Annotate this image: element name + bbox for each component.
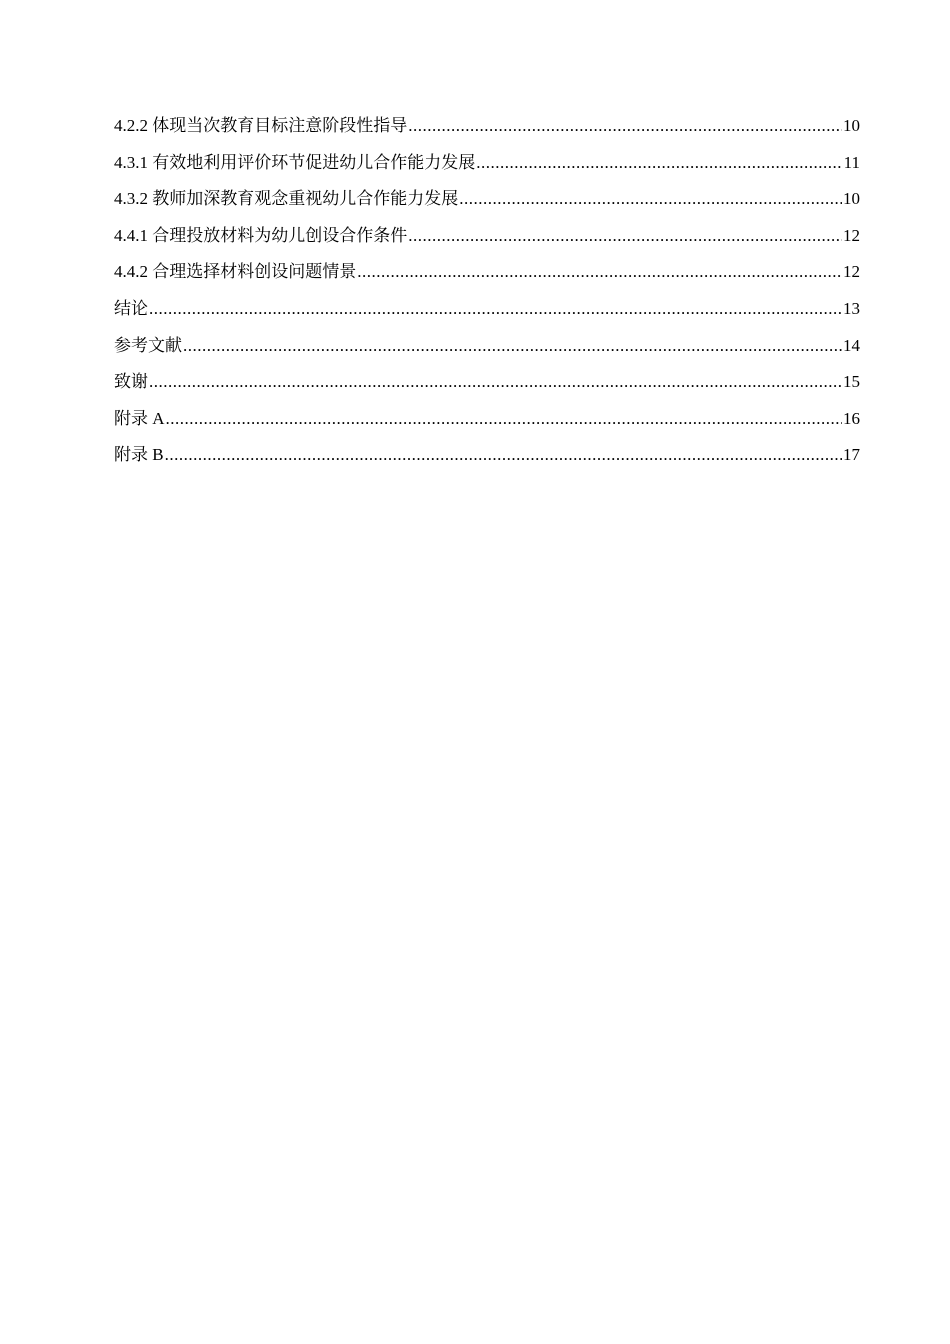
- toc-entry-title: 附录 A: [114, 408, 165, 428]
- toc-entry-page-number: 13: [843, 298, 860, 318]
- toc-entry-title: 4.3.1 有效地利用评价环节促进幼儿合作能力发展: [114, 152, 476, 172]
- toc-entry[interactable]: [114, 405, 860, 442]
- toc-dot-leader: [166, 405, 842, 433]
- toc-entry-title: 附录 B: [114, 445, 164, 465]
- toc-entry-page-number: 16: [843, 408, 860, 428]
- toc-dot-leader: [408, 112, 842, 140]
- toc-entry[interactable]: [114, 112, 860, 149]
- toc-entry[interactable]: [114, 295, 860, 332]
- toc-dot-leader: [183, 332, 842, 360]
- toc-dot-leader: [149, 368, 842, 396]
- toc-entry-page-number: 14: [843, 335, 860, 355]
- toc-entry-page-number: 12: [843, 262, 860, 282]
- toc-entry[interactable]: [114, 332, 860, 369]
- toc-dot-leader: [149, 295, 842, 323]
- toc-entry[interactable]: [114, 258, 860, 295]
- toc-entry-title: 4.3.2 教师加深教育观念重视幼儿合作能力发展: [114, 189, 459, 209]
- toc-entry-page-number: 10: [843, 116, 860, 135]
- toc-entry-page-number: 11: [843, 152, 860, 172]
- toc-entry[interactable]: [114, 368, 860, 405]
- toc-entry[interactable]: [114, 222, 860, 259]
- toc-dot-leader: [165, 441, 842, 469]
- toc-entry-title: 4.4.1 合理投放材料为幼儿创设合作条件: [114, 225, 408, 245]
- toc-entry-page-number: 12: [843, 225, 860, 245]
- toc-entry-page-number: 10: [843, 189, 860, 209]
- toc-entry-title: 4.4.2 合理选择材料创设问题情景: [114, 262, 357, 282]
- toc-dot-leader: [408, 222, 842, 250]
- toc-entry-title: 致谢: [114, 372, 148, 392]
- toc-entry[interactable]: [114, 149, 860, 186]
- toc-entry-title: 参考文献: [114, 335, 182, 355]
- toc-entry-title: 结论: [114, 298, 148, 318]
- toc-dot-leader: [459, 185, 842, 213]
- toc-entry-page-number: 17: [843, 445, 860, 465]
- toc-entry[interactable]: [114, 441, 860, 478]
- toc-entry-page-number: 15: [843, 372, 860, 392]
- toc-dot-leader: [476, 149, 842, 177]
- toc-entry[interactable]: [114, 185, 860, 222]
- table-of-contents: [114, 112, 860, 478]
- toc-entry-title: 4.2.2 体现当次教育目标注意阶段性指导: [114, 116, 408, 135]
- toc-dot-leader: [357, 258, 842, 286]
